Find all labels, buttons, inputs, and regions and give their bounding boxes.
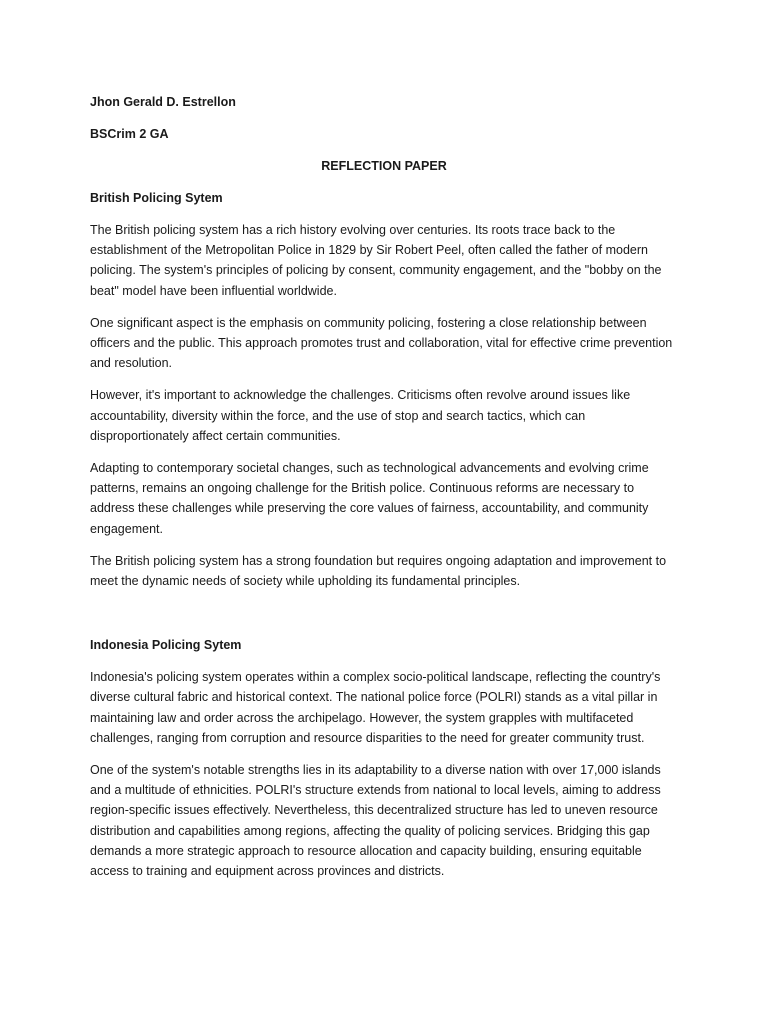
- paragraph: Adapting to contemporary societal changes, such as technological advancements and evolving crime patterns, remains an ongoing challenge for the British police. Continuous reforms are necessary to address these challenges while preserving the core values of fairness, accountability, and community engagement.: [90, 461, 649, 536]
- paragraph: The British policing system has a strong foundation but requires ongoing adaptation and improvement to meet the dynamic needs of society while upholding its fundamental principles.: [90, 553, 667, 589]
- section-heading-british: British Policing Sytem: [90, 191, 223, 205]
- paragraph: Indonesia's policing system operates within a complex socio-political landscape, reflecting the country's diverse cultural fabric and historical context. The national police force (POLRI) stands as a vital pillar in maintaining law and order across the archipelago. However, the system grapples with multifaceted challenges, ranging from corruption and resource disparities to the need for greater community trust.: [90, 670, 661, 745]
- paragraph: One of the system's notable strengths lies in its adaptability to a diverse nation with over 17,000 islands and a multitude of ethnicities. POLRI's structure extends from national to local levels, aiming to address region-specific issues effectively. Nevertheless, this decentralized structure has led to uneven resource distribution and capabilities among regions, affecting the quality of policing services. Bridging this gap demands a more strategic approach to resource allocation and capacity building, ensuring equitable access to training and equipment across provinces and districts.: [90, 763, 661, 879]
- paragraph: However, it's important to acknowledge the challenges. Criticisms often revolve around issues like accountability, diversity within the force, and the use of stop and search tactics, which can disproportionately affect certain communities.: [90, 388, 631, 443]
- section-spacer: [90, 603, 678, 635]
- page-title: REFLECTION PAPER: [321, 159, 447, 173]
- section-heading-indonesia: Indonesia Policing Sytem: [90, 638, 242, 653]
- document-body: [90, 92, 678, 893]
- author-name: Jhon Gerald D. Estrellon: [90, 95, 236, 109]
- paragraph: The British policing system has a rich history evolving over centuries. Its roots trace back to the establishment of the Metropolitan Police in 1829 by Sir Robert Peel, often called the father of modern policing. The system's principles of policing by consent, community engagement, and the "bobby on the beat" model have been influential worldwide.: [90, 223, 662, 298]
- paragraph: One significant aspect is the emphasis on community policing, fostering a close relationship between officers and the public. This approach promotes trust and collaboration, vital for effective crime prevention and resolution.: [90, 315, 673, 371]
- course-section: BSCrim 2 GA: [90, 127, 169, 141]
